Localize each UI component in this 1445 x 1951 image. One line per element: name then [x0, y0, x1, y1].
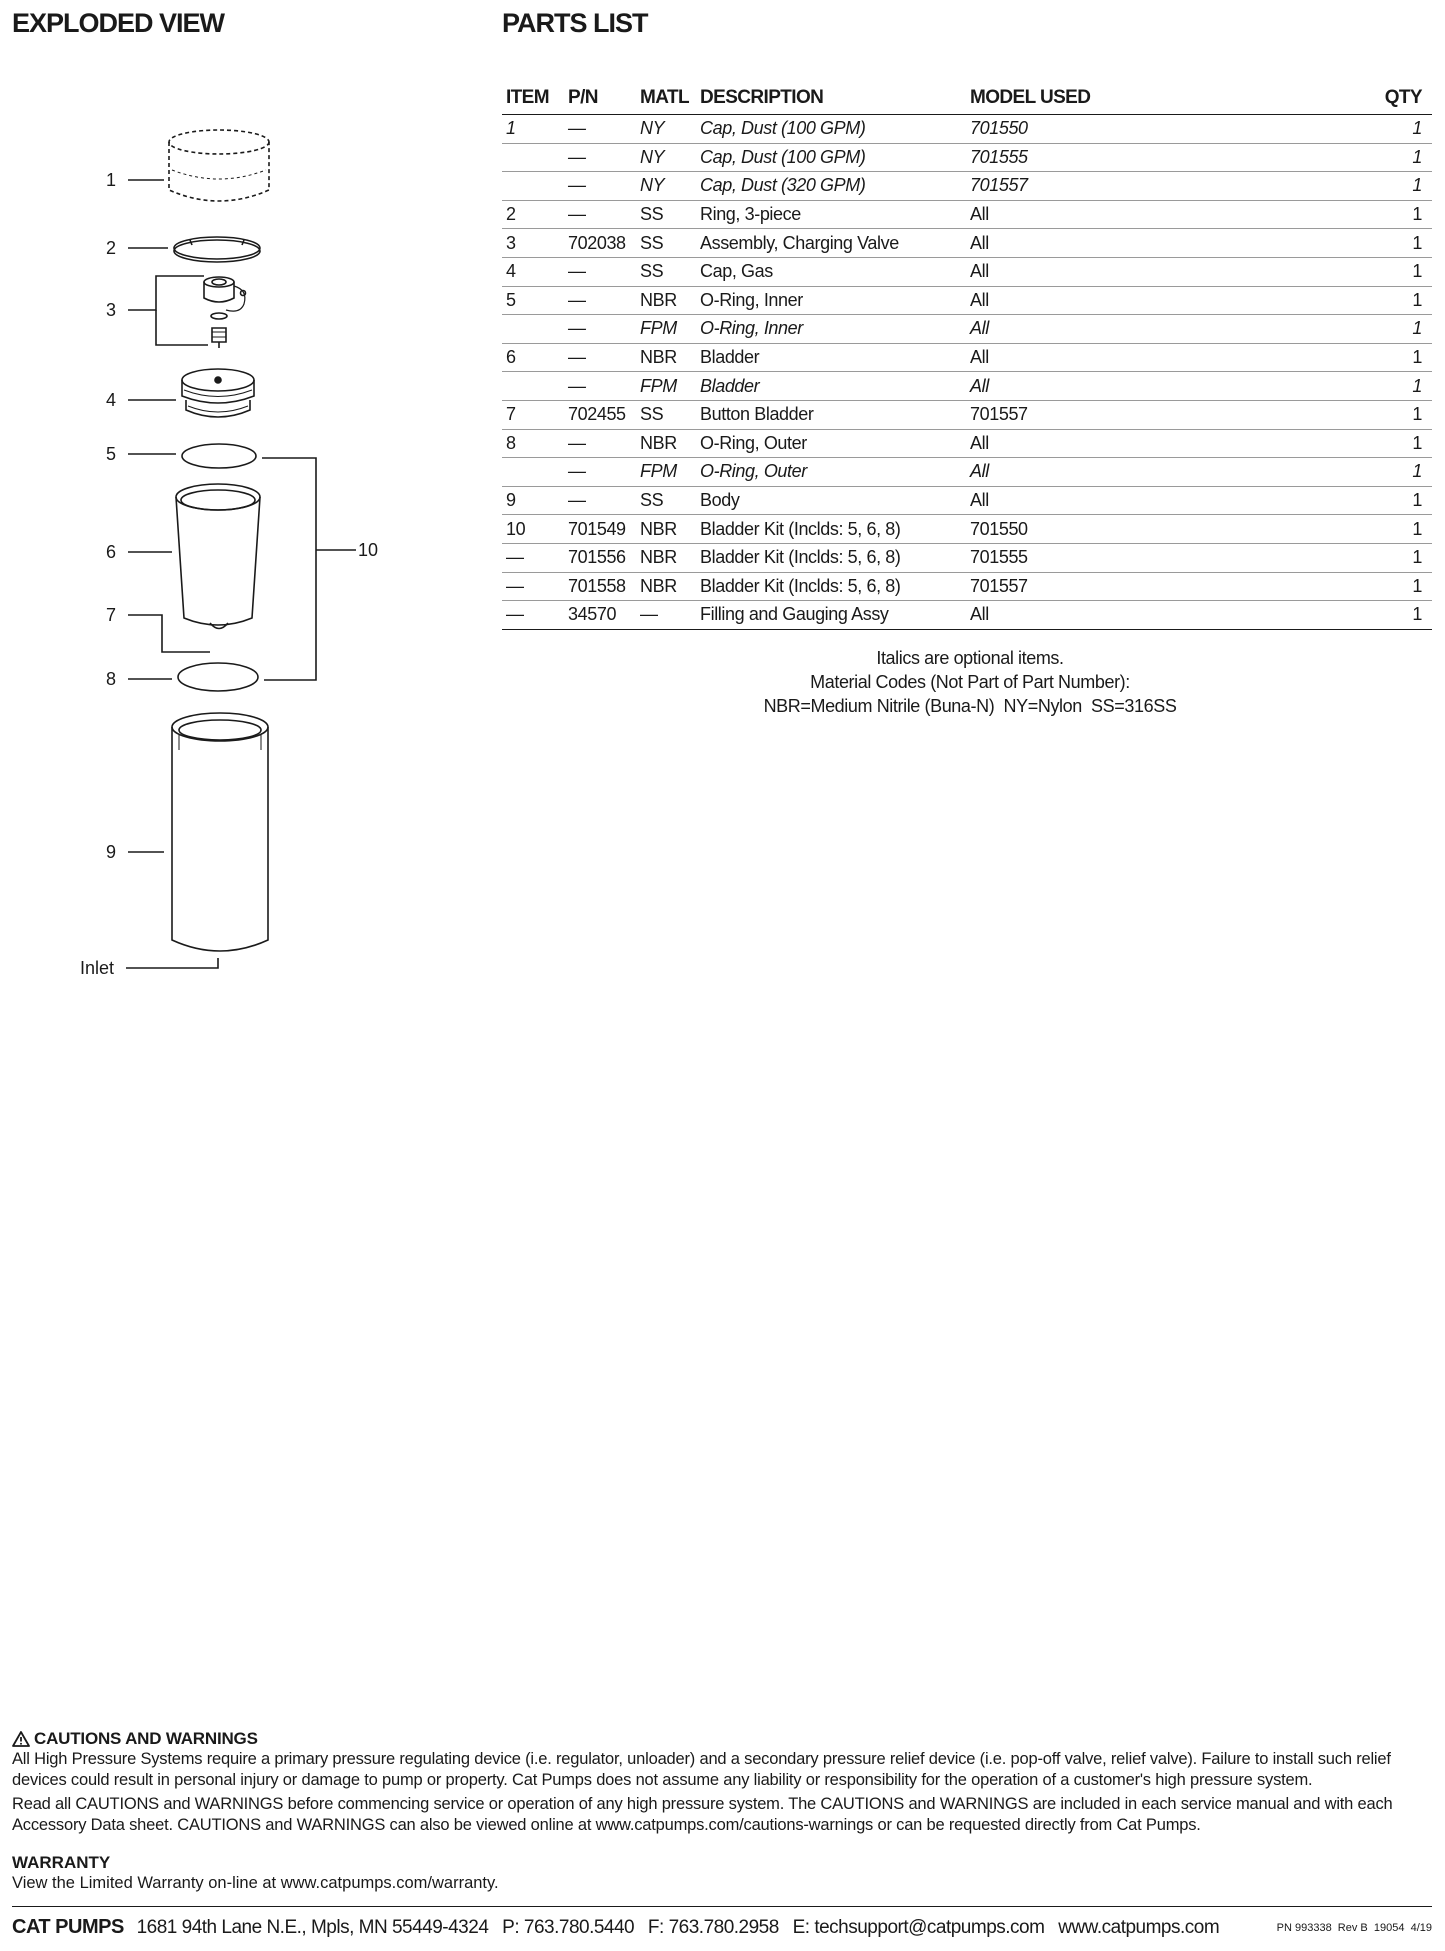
table-row	[502, 343, 1432, 372]
cell-description: Bladder Kit (Inclds: 5, 6, 8)	[696, 515, 966, 544]
table-row	[502, 601, 1432, 630]
cell-qty: 1	[1354, 543, 1432, 572]
cell-description: O-Ring, Outer	[696, 429, 966, 458]
cell-item: 3	[502, 229, 564, 258]
warranty-section	[12, 1852, 1432, 1894]
table-notes	[700, 646, 1240, 718]
cell-pn: —	[564, 372, 636, 401]
table-row	[502, 400, 1432, 429]
callout-8: 8	[106, 669, 117, 689]
cell-item: 8	[502, 429, 564, 458]
cell-pn: —	[564, 172, 636, 201]
cell-description: Bladder	[696, 343, 966, 372]
cell-qty: 1	[1354, 200, 1432, 229]
cell-model-used: 701555	[966, 143, 1354, 172]
table-row	[502, 200, 1432, 229]
table-row	[502, 115, 1432, 144]
cell-model-used: 701550	[966, 115, 1354, 144]
ring-part	[174, 237, 260, 262]
footer-address: 1681 94th Lane N.E., Mpls, MN 55449-4324	[136, 1917, 489, 1938]
cell-matl: SS	[636, 400, 696, 429]
dust-cap-part	[169, 130, 269, 201]
table-row	[502, 543, 1432, 572]
cell-item	[502, 143, 564, 172]
footer-email[interactable]: E: techsupport@catpumps.com	[792, 1917, 1045, 1938]
cautions-section	[12, 1728, 1432, 1839]
cell-description: Button Bladder	[696, 400, 966, 429]
body-part	[172, 713, 268, 951]
cell-description: Cap, Dust (100 GPM)	[696, 115, 966, 144]
footer-doc-number: PN 993338 Rev B 19054 4/19	[1276, 1922, 1432, 1934]
cell-qty: 1	[1354, 372, 1432, 401]
header-qty: QTY	[1354, 84, 1432, 115]
cell-qty: 1	[1354, 257, 1432, 286]
header-pn: P/N	[564, 84, 636, 115]
cell-matl: FPM	[636, 458, 696, 487]
header-description: DESCRIPTION	[696, 84, 966, 115]
cell-pn: —	[564, 143, 636, 172]
callout-3: 3	[106, 300, 117, 320]
cell-qty: 1	[1354, 229, 1432, 258]
cell-item: 10	[502, 515, 564, 544]
cell-description: O-Ring, Inner	[696, 286, 966, 315]
cell-matl: NBR	[636, 286, 696, 315]
callout-5: 5	[106, 444, 117, 464]
cell-model-used: 701557	[966, 572, 1354, 601]
cell-item: 9	[502, 486, 564, 515]
cell-description: Ring, 3-piece	[696, 200, 966, 229]
warranty-title: WARRANTY	[12, 1853, 111, 1872]
cell-model-used: All	[966, 601, 1354, 630]
cell-model-used: All	[966, 343, 1354, 372]
bladder-part	[176, 484, 260, 625]
cell-model-used: All	[966, 286, 1354, 315]
cell-matl: NBR	[636, 343, 696, 372]
cell-qty: 1	[1354, 400, 1432, 429]
cautions-title: CAUTIONS AND WARNINGS	[34, 1729, 258, 1748]
cell-model-used: 701557	[966, 172, 1354, 201]
cell-item: —	[502, 601, 564, 630]
cell-description: Bladder	[696, 372, 966, 401]
cell-pn: —	[564, 343, 636, 372]
cautions-paragraph-2: Read all CAUTIONS and WARNINGS before commencing service or operation of any high pressure system. The CAUTIONS and WARNINGS are included in each service manual and with each Accessory Data sheet. CAUTIONS and WARNINGS can also be viewed online at www.catpumps.com/cautions-warnings or can be requested directly from Cat Pumps.	[12, 1795, 1393, 1834]
cell-matl: NY	[636, 143, 696, 172]
table-row	[502, 286, 1432, 315]
cell-model-used: All	[966, 229, 1354, 258]
cell-model-used: All	[966, 458, 1354, 487]
footer-divider	[12, 1906, 1432, 1907]
inlet-label: Inlet	[80, 958, 115, 978]
table-row	[502, 429, 1432, 458]
table-row	[502, 372, 1432, 401]
cell-model-used: All	[966, 486, 1354, 515]
exploded-view-heading: EXPLODED VIEW	[12, 8, 225, 38]
warranty-text: View the Limited Warranty on-line at www.catpumps.com/warranty.	[12, 1874, 499, 1892]
cell-pn: —	[564, 200, 636, 229]
footer-phone: P: 763.780.5440	[502, 1917, 635, 1938]
cell-qty: 1	[1354, 486, 1432, 515]
cell-matl: NBR	[636, 429, 696, 458]
cell-item: 2	[502, 200, 564, 229]
callout-7: 7	[106, 605, 117, 625]
table-row	[502, 229, 1432, 258]
material-codes: NBR=Medium Nitrile (Buna-N) NY=Nylon SS=316SS	[763, 696, 1177, 716]
cell-pn: 701558	[564, 572, 636, 601]
cell-model-used: All	[966, 257, 1354, 286]
cell-description: Bladder Kit (Inclds: 5, 6, 8)	[696, 543, 966, 572]
inner-o-ring-part	[182, 444, 256, 468]
exploded-view-diagram	[0, 90, 420, 1010]
cell-pn: 702038	[564, 229, 636, 258]
cell-qty: 1	[1354, 115, 1432, 144]
cell-description: Filling and Gauging Assy	[696, 601, 966, 630]
cautions-paragraph-1: All High Pressure Systems require a primary pressure regulating device (i.e. regulator, unloader) and a secondary pressure relief device (i.e. pop-off valve, relief valve). Failure to install such relief devices could result in personal injury or damage to pump or property. Cat Pumps does not assume any liability or responsibility for the operation of a customer's high pressure system.	[12, 1750, 1391, 1789]
footer-website[interactable]: www.catpumps.com	[1058, 1917, 1220, 1938]
callout-4: 4	[106, 390, 117, 410]
table-row	[502, 515, 1432, 544]
cell-qty: 1	[1354, 143, 1432, 172]
callout-10: 10	[358, 540, 379, 560]
footer-fax: F: 763.780.2958	[647, 1917, 779, 1938]
table-row	[502, 458, 1432, 487]
parts-list-table	[502, 84, 1432, 630]
cell-model-used: All	[966, 429, 1354, 458]
cell-matl: SS	[636, 200, 696, 229]
cell-description: Cap, Dust (100 GPM)	[696, 143, 966, 172]
callout-2: 2	[106, 238, 117, 258]
header-model-used: MODEL USED	[966, 84, 1354, 115]
cell-item	[502, 315, 564, 344]
outer-o-ring-part	[178, 663, 258, 691]
cell-pn: 702455	[564, 400, 636, 429]
cell-qty: 1	[1354, 343, 1432, 372]
cell-pn: —	[564, 315, 636, 344]
cell-qty: 1	[1354, 458, 1432, 487]
parts-list-heading: PARTS LIST	[502, 8, 648, 38]
cell-matl: SS	[636, 486, 696, 515]
cell-item	[502, 372, 564, 401]
table-row	[502, 486, 1432, 515]
footer-brand: CAT PUMPS	[12, 1916, 124, 1938]
cell-model-used: All	[966, 315, 1354, 344]
parts-table-body	[502, 115, 1432, 630]
warning-icon	[12, 1731, 30, 1747]
cell-description: Body	[696, 486, 966, 515]
cell-item: 1	[502, 115, 564, 144]
cell-matl: NY	[636, 172, 696, 201]
cell-item	[502, 172, 564, 201]
cell-item: 5	[502, 286, 564, 315]
cell-pn: —	[564, 115, 636, 144]
cell-model-used: All	[966, 372, 1354, 401]
cell-matl: —	[636, 601, 696, 630]
cell-model-used: 701557	[966, 400, 1354, 429]
header-item: ITEM	[502, 84, 564, 115]
callout-9: 9	[106, 842, 117, 862]
cell-pn: —	[564, 257, 636, 286]
cell-description: Cap, Dust (320 GPM)	[696, 172, 966, 201]
cell-matl: NBR	[636, 543, 696, 572]
cell-qty: 1	[1354, 172, 1432, 201]
cell-item: —	[502, 572, 564, 601]
cell-qty: 1	[1354, 315, 1432, 344]
cell-pn: —	[564, 286, 636, 315]
cell-item	[502, 458, 564, 487]
cell-matl: NBR	[636, 515, 696, 544]
cell-description: Bladder Kit (Inclds: 5, 6, 8)	[696, 572, 966, 601]
cell-matl: SS	[636, 257, 696, 286]
table-row	[502, 143, 1432, 172]
callout-1: 1	[106, 170, 117, 190]
cell-description: Assembly, Charging Valve	[696, 229, 966, 258]
table-row	[502, 572, 1432, 601]
cell-description: O-Ring, Outer	[696, 458, 966, 487]
cell-item: 6	[502, 343, 564, 372]
cell-pn: —	[564, 429, 636, 458]
cell-model-used: All	[966, 200, 1354, 229]
cell-description: Cap, Gas	[696, 257, 966, 286]
cell-pn: 701556	[564, 543, 636, 572]
cell-pn: —	[564, 458, 636, 487]
cell-pn: 34570	[564, 601, 636, 630]
footer	[12, 1916, 1432, 1944]
cell-item: 4	[502, 257, 564, 286]
cell-model-used: 701555	[966, 543, 1354, 572]
cell-qty: 1	[1354, 601, 1432, 630]
cell-matl: NBR	[636, 572, 696, 601]
cell-item: —	[502, 543, 564, 572]
table-row	[502, 257, 1432, 286]
cell-description: O-Ring, Inner	[696, 315, 966, 344]
cell-qty: 1	[1354, 572, 1432, 601]
cell-matl: NY	[636, 115, 696, 144]
cautions-heading	[12, 1728, 1432, 1749]
material-codes-title: Material Codes (Not Part of Part Number):	[810, 672, 1130, 692]
cell-item: 7	[502, 400, 564, 429]
table-row	[502, 172, 1432, 201]
charging-valve-part	[204, 277, 246, 348]
cell-qty: 1	[1354, 286, 1432, 315]
cell-pn: 701549	[564, 515, 636, 544]
gas-cap-part	[182, 369, 254, 417]
header-matl: MATL	[636, 84, 696, 115]
cell-pn: —	[564, 486, 636, 515]
cell-matl: FPM	[636, 372, 696, 401]
cell-qty: 1	[1354, 429, 1432, 458]
table-row	[502, 315, 1432, 344]
cell-matl: SS	[636, 229, 696, 258]
table-header-row	[502, 84, 1432, 115]
italics-note: Italics are optional items.	[876, 648, 1064, 668]
callout-6: 6	[106, 542, 117, 562]
cell-model-used: 701550	[966, 515, 1354, 544]
cell-matl: FPM	[636, 315, 696, 344]
cell-qty: 1	[1354, 515, 1432, 544]
